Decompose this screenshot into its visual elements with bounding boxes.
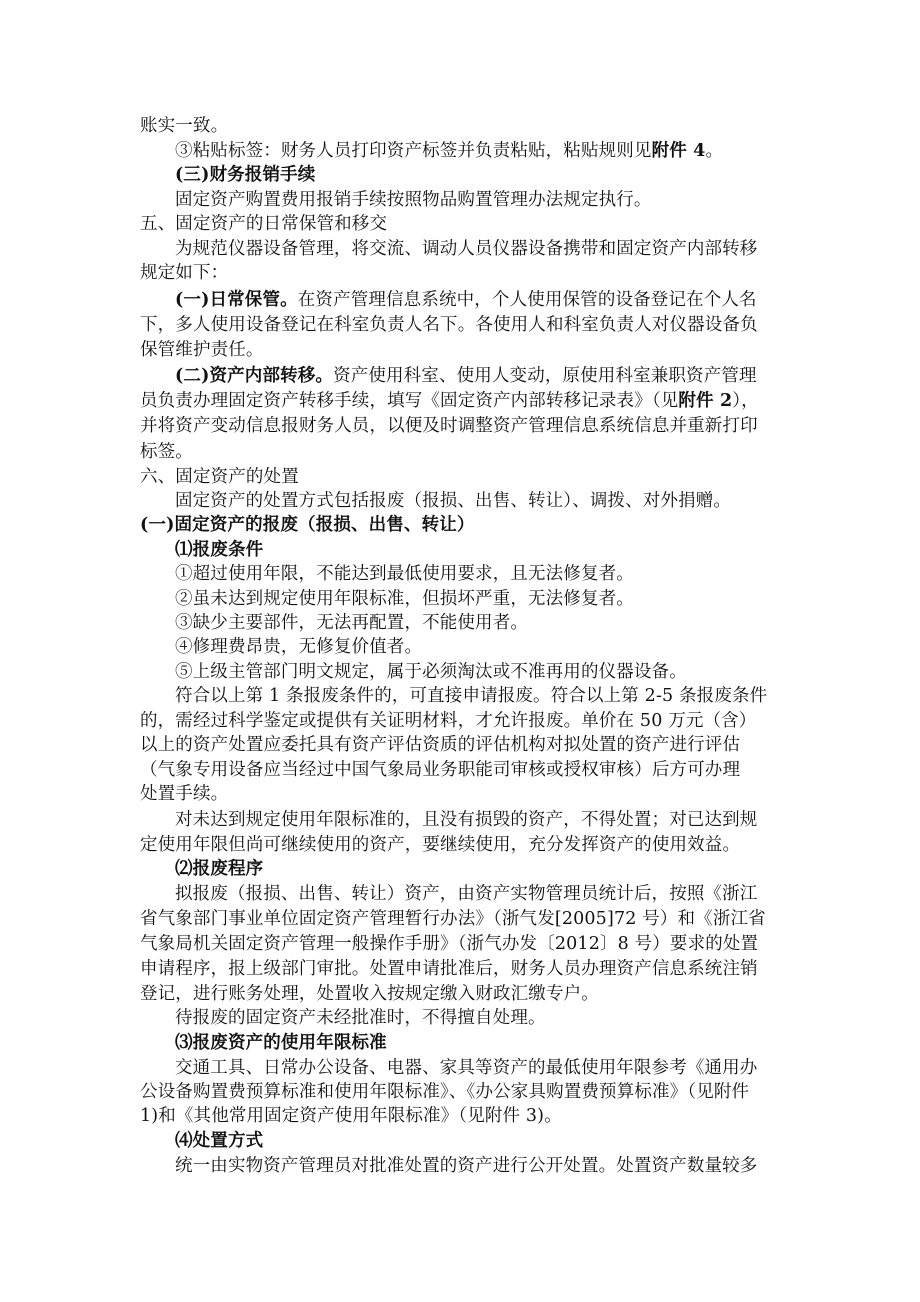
text-line: 气象局机关固定资产管理一般操作手册》（浙气办发〔2012〕8 号）要求的处置 <box>140 934 759 954</box>
text-line: 下，多人使用设备登记在科室负责人名下。各使用人和科室负责人对仪器设备负 <box>140 315 758 335</box>
section-heading: 六、固定资产的处置 <box>140 467 299 487</box>
text-line: 处置手续。 <box>140 784 229 804</box>
subsection-heading: ⑴报废条件 <box>175 540 264 560</box>
text-line: 为规范仪器设备管理，将交流、调动人员仪器设备携带和固定资产内部转移 <box>175 239 758 259</box>
section-heading: 五、固定资产的日常保管和移交 <box>140 214 388 234</box>
list-item: ③缺少主要部件，无法再配置，不能使用者。 <box>175 613 528 633</box>
text-line: 规定如下： <box>140 263 229 283</box>
subsection-heading: ⑵报废程序 <box>175 859 264 879</box>
subsection-heading: ⑶报废资产的使用年限标准 <box>175 1033 387 1053</box>
text-line: 固定资产的处置方式包括报废（报损、出售、转让）、调拨、对外捐赠。 <box>175 491 732 511</box>
text-line: 公设备购置费预算标准和使用年限标准》、《办公家具购置费预算标准》（见附件 <box>140 1082 750 1102</box>
text-line: 的，需经过科学鉴定或提供有关证明材料，才允许报废。单价在 50 万元（含） <box>140 711 757 731</box>
section-heading: (一)固定资产的报废（报损、出售、转让） <box>140 515 475 535</box>
text-line: （气象专用设备应当经过中国气象局业务职能司审核或授权审核）后方可办理 <box>140 760 741 780</box>
text-line: 标签。 <box>140 442 193 462</box>
text-line: 定使用年限但尚可继续使用的资产，要继续使用，充分发挥资产的使用效益。 <box>140 835 741 855</box>
text-line: 待报废的固定资产未经批准时，不得擅自处理。 <box>175 1008 546 1028</box>
text-line: 拟报废（报损、出售、转让）资产，由资产实物管理员统计后，按照《浙江 <box>175 884 758 904</box>
text-line: 账实一致。 <box>140 116 229 136</box>
text-line: 并将资产变动信息报财务人员，以便及时调整资产管理信息系统信息并重新打印 <box>140 416 758 436</box>
section-heading: (三)财务报销手续 <box>175 165 316 185</box>
text-line: 符合以上第 1 条报废条件的，可直接申请报废。符合以上第 2-5 条报废条件 <box>175 686 768 706</box>
text-line: 1)和《其他常用固定资产使用年限标准》（见附件 3)。 <box>140 1106 562 1126</box>
text-line: (一)日常保管。在资产管理信息系统中，个人使用保管的设备登记在个人名 <box>175 290 757 310</box>
text-line: 员负责办理固定资产转移手续，填写《固定资产内部转移记录表》（见附件 2）， <box>140 391 759 411</box>
text-line: ③粘贴标签：财务人员打印资产标签并负责粘贴，粘贴规则见附件 4。 <box>175 141 724 161</box>
text-line: 申请程序，报上级部门审批。处置申请批准后，财务人员办理资产信息系统注销 <box>140 959 758 979</box>
list-item: ②虽未达到规定使用年限标准，但损坏严重，无法修复者。 <box>175 589 634 609</box>
text-line: 统一由实物资产管理员对批准处置的资产进行公开处置。处置资产数量较多 <box>175 1156 758 1176</box>
text-line: (二)资产内部转移。资产使用科室、使用人变动，原使用科室兼职资产管理 <box>175 366 757 386</box>
list-item: ④修理费昂贵，无修复价值者。 <box>175 637 423 657</box>
list-item: ①超过使用年限，不能达到最低使用要求，且无法修复者。 <box>175 564 634 584</box>
text-line: 登记，进行账务处理，处置收入按规定缴入财政汇缴专户。 <box>140 984 599 1004</box>
text-line: 保管维护责任。 <box>140 340 264 360</box>
list-item: ⑤上级主管部门明文规定，属于必须淘汰或不准再用的仪器设备。 <box>175 662 687 682</box>
text-line: 交通工具、日常办公设备、电器、家具等资产的最低使用年限参考《通用办 <box>175 1058 758 1078</box>
text-line: 对未达到规定使用年限标准的，且没有损毁的资产，不得处置；对已达到规 <box>175 810 758 830</box>
text-line: 固定资产购置费用报销手续按照物品购置管理办法规定执行。 <box>175 190 652 210</box>
subsection-heading: ⑷处置方式 <box>175 1131 264 1151</box>
text-line: 省气象部门事业单位固定资产管理暂行办法》（浙气发[2005]72 号）和《浙江省 <box>140 909 766 929</box>
text-line: 以上的资产处置应委托具有资产评估资质的评估机构对拟处置的资产进行评估 <box>140 735 741 755</box>
